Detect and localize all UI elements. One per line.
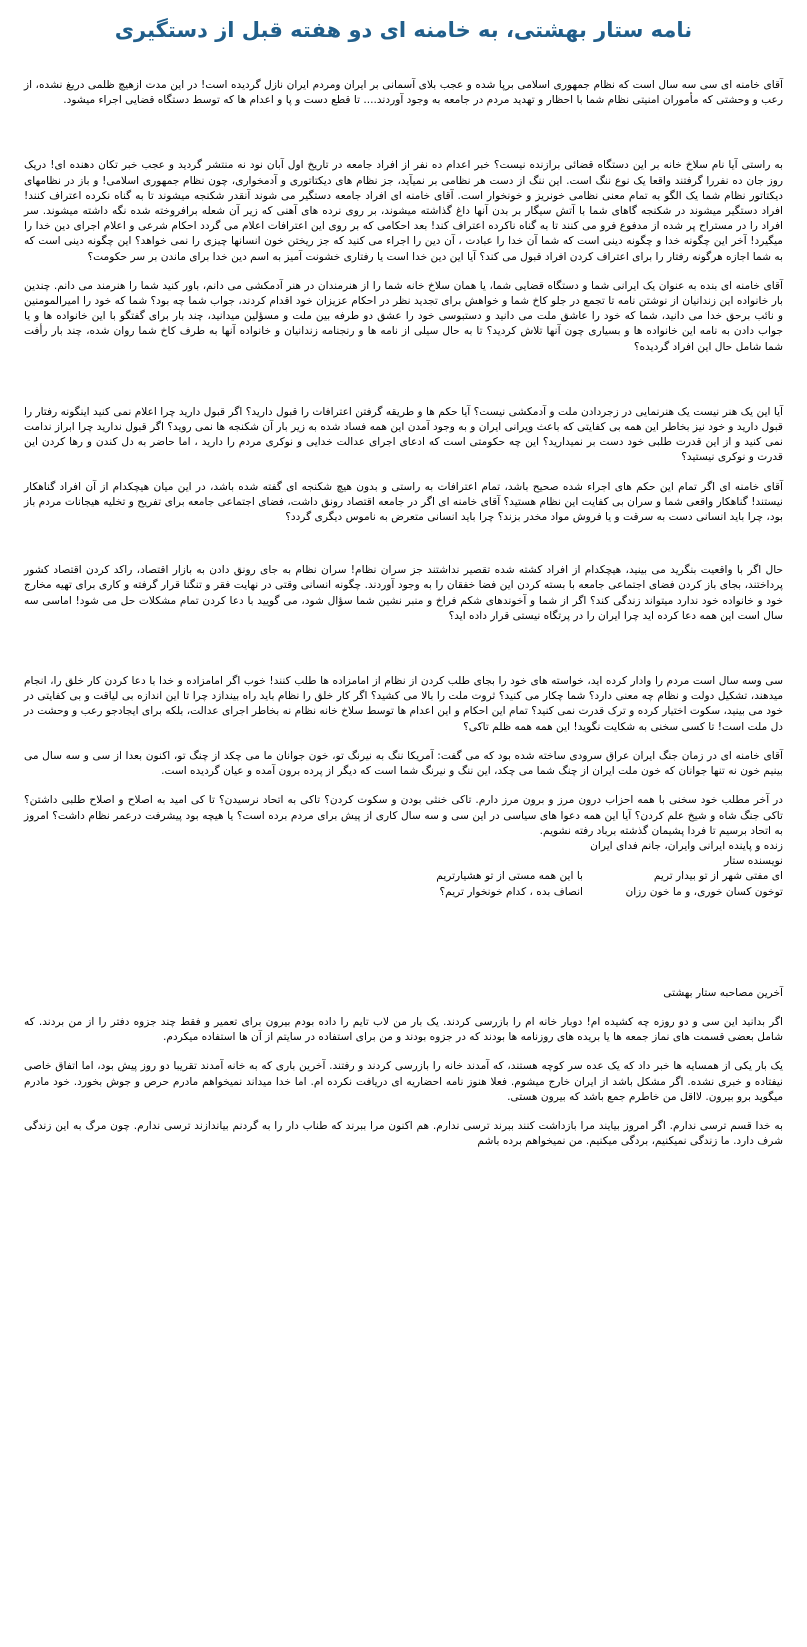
letter-paragraph-1: آقای خامنه ای سی سه سال است که نظام جمهوری اسلامی برپا شده و عجب بلای آسمانی بر ایران ومردم ایران نازل گردیده است! در این مدت ازهیچ ظلمی دریغ نشده، از رعب و وحشتی که مأموران امنیتی نظام شما با احظار و تهدید مردم در جامعه به وجود آوردند.... تا قطع دست و پا و اعدام ها که توسط دستگاه قضایی اجراء میشود. bbox=[24, 79, 783, 107]
interview-paragraph-3: به خدا قسم ترسی ندارم. اگر امروز بیایند مرا بازداشت کنند ببرند ترسی ندارم. هم اکنون مرا ببرند که طناب دار را به گردنم بیاندازند ترسی ندارم. چون مرگ به این زندگی شرف دارد. ما زندگی نمیکنیم، بردگی میکنیم. من نمیخواهم برده باشم bbox=[24, 1119, 783, 1148]
spacer bbox=[24, 900, 783, 986]
spacer bbox=[24, 108, 783, 158]
poem-line: توخون کسان خوری، و ما خون رزان bbox=[625, 885, 783, 898]
author-signature: نویسنده ستار bbox=[724, 855, 783, 868]
page-title: نامه ستار بهشتی، به خامنه ای دو هفته قبل از دستگیری bbox=[114, 18, 693, 42]
spacer bbox=[24, 355, 783, 405]
letter-paragraph-5: آقای خامنه ای اگر تمام این حکم های اجراء شده صحیح باشد، تمام اعترافات به راستی و بدون هیچ شکنجه ای گفته شده باشد، در این میان هیچکدام از آن افراد گناهکار نیستند! گناهکار واقعی شما و سران بی کفایت این نظام هستید؟ آقای خامنه ای اگر در جامعه اقتصاد رونق داشت، فضای اجتماعی جامعه برای تفریح و تخلیه هیجانات مردم باز بود، چرا باید انسانی دست به سرقت و یا فروش مواد مخدر بزند؟ چرا باید انسانی متعرض به ناموس دیگری گردد؟ bbox=[24, 480, 783, 524]
spacer bbox=[24, 779, 783, 793]
letter-paragraph-3: آقای خامنه ای بنده به عنوان یک ایرانی شما و دستگاه قضایی شما، یا همان سلاخ خانه شما را از هنرمندان در هنر آدمکشی می دانم، باور کنید شما را هنرمند می دانم. چندین بار خانواده این زندانیان از نوشتن نامه تا تجمع در جلو کاخ شما و خواهش برای تجدید نظر در احکام عزیزان خود اقدام کردند، جواب شما چه بود؟ شما که خود را امیرالمومنین و نائب برحق خدا می دانید، شما که خود را عاشق ملت می دانید و دستبوسی خود را عشق دو طرفه بین ملت و مسؤلین میدانید، چند بار برای گفتگو با این خانواده ها و یا جواب دادن به نامه این خانواده ها و بسیاری چون آنها تلاش کردید؟ تا به حال سیلی از نامه ها و رنجنامه زندانیان و خانواده آنها به طرف کاخ شما روان شده، چند بار رأفت شما شامل حال این افراد گردیده؟ bbox=[24, 279, 783, 353]
interview-paragraph-2: یک بار یکی از همسایه ها خبر داد که یک عده سر کوچه هستند، که آمدند خانه را بازرسی کردند و رفتند. آخرین باری که به خانه آمدند تقریبا دو روز پیش بود، اما اتفاق خاصی نیفتاده و خبری نشده. اگر مشکل باشد از ایران خارج میشوم. فعلا هنوز نامه احضاریه ای دریافت نکرده ام. اما خدا میداند نمیخواهم مادرم حرص و جوش بخورد. خود مادرم میگوید برو بیرون. لااقل من خاطرم جمع باشد که بیرون هستی. bbox=[24, 1060, 783, 1103]
spacer bbox=[24, 1045, 783, 1059]
spacer bbox=[24, 265, 783, 279]
letter-paragraph-2: به راستی آیا نام سلاخ خانه بر این دستگاه قضائی برازنده نیست؟ خبر اعدام ده نفر از افراد جامعه در تاریخ اول آبان نود نه منتشر گردید و عجب خبر تکان دهنده ای! دریک روز جان ده نفررا گرفتند واقعا یک نوع ننگ است. این ننگ از دست هر نظامی بر نمیآید، جز نظام های دیکتاتوری و آدمخواری، چون نظام جمهوری اسلامی! و باز در نظامهای دیکتاتور نظام شما یک الگو به تمام معنی نظامی خونریز و خونخوار است. آقای خامنه ای افراد جامعه دستگیر می شوند آنقدر شکنجه میشوند تا به گناه نکرده اعتراف کنند! افراد دستگیر میشوند در شکنجه گاهای شما با آتش سیگار بر بدن آنها داغ گذاشته میشوند، بر روی نرده های آهنی که زیر آن شعله برافروخته شده نگه داشته میشوند. سر افراد را در مستراح پر شده از مدفوع فرو می کنند تا به گناه ناکرده اعتراف کند! بعد احکامی که بر روی این اعترافات اعلام می گردد احکام شرعی و اعلام اجرای دین خدا را میگیرد! آخر این چگونه خدا و چگونه دینی است که شما آن خدا را عبادت ، آن دین را اجراء می کنید که جز ریختن خون انسانها چیزی را نمی خواهد؟ این چگونه دینی است که به شما اجازه هرگونه رفتار را برای اعتراف کردن افراد قبول می کند؟ آیا این دین خدا است یا رفتاری خشونت آمیز به اسم دین خدا برای ماندن بر سر حکومت؟ bbox=[24, 159, 783, 263]
spacer bbox=[24, 466, 783, 480]
spacer bbox=[24, 735, 783, 749]
poem-row-1 bbox=[24, 869, 783, 884]
closing-line: زنده و پاینده ایرانی وایران، جانم فدای ایران bbox=[590, 839, 783, 852]
letter-paragraph-4: آیا این یک هنر نیست یک هنرنمایی در زجردادن ملت و آدمکشی نیست؟ آیا حکم ها و طریقه گرفتن اعترافات را قبول دارید؟ اگر قبول دارید چرا اعلام نمی کنید اینگونه رفتار را قبول دارید و خود نیز بخاطر این همه بی کفایتی که باعث ویرانی ایران و به وجود آمدن این همه فساد شده به زیر بار آن شکنجه ها نمی روید؟ اگر قبول ندارید چرا ابراز ندامت نمی کنید و از این قدرت طلبی خود دست بر نمیدارید؟ این چه حکومتی است که ادعای اجرای عدالت خدایی و نوکری مردم را دارید ، اما حاضر به دل کندن و رها کردن این قدرت و نوکری نیستید؟ bbox=[24, 405, 783, 464]
spacer bbox=[24, 624, 783, 674]
poem-row-2 bbox=[24, 885, 783, 900]
spacer bbox=[24, 1001, 783, 1015]
letter-paragraph-7: سی وسه سال است مردم را وادار کرده اید، خواسته های خود را بجای طلب کردن از نظام از امامزاده ها طلب کنند! خوب اگر امامزاده و خدا با دعا کردن کار خلق را، انجام میدهند، تشکیل دولت و نظام چه معنی دارد؟ شما چکار می کنید؟ ثروت ملت را بالا می کشید؟ اگر کار خلق را نظام باید راه بیندازد چرا تا این اندازه بی لیاقت و بی کفایتی در خود می بینید، سکوت اختیار کرده و ترک قدرت نمی کنید؟ تمام این احکام و این اعدام ها توسط سلاخ خانه نظام نه بخاطر اجرای عدالت، بلکه برای ایجادجو رعب و وحشت در دل ملت است! تا کسی سخنی به شکایت نگوید! این همه همه ظلم تاکی؟ bbox=[24, 675, 783, 733]
poem-line: با این همه مستی از تو هشیارتریم bbox=[436, 870, 583, 883]
letter-paragraph-6: حال اگر با واقعیت بنگرید می بینید، هیچکدام از افراد کشته شده تقصیر نداشتند جز سران نظام! سران نظام به جای رونق دادن به بازار اقتصاد، راکد کردن اقتصاد کشور پرداختند، بجای باز کردن فضای اجتماعی جامعه با بسته کردن این فضا خفقان را به وجود آوردند. چگونه انسانی وقتی در نهایت فقر و تنگنا قرار گرفته و کاری برای تهیه مخارج خود و خانواده خود ندارد میتواند زندگی کند؟ اگر از شما و آخوندهای شکم فراخ و منبر نشین شما سؤال شود، می گویید با دعا کردن تمام مشکلات حل می شود! اماسی سه سال است این همه دعا کرده اید چرا ایران را در پرتگاه نیستی قرار داده اید؟ bbox=[24, 564, 783, 622]
spacer bbox=[24, 525, 783, 563]
letter-paragraph-9: در آخر مطلب خود سخنی با همه احزاب درون مرز و برون مرز دارم. تاکی خنثی بودن و سکوت کردن؟ تاکی به اتحاد نرسیدن؟ تا کی امید به اصلاح و اصلاح طلبی داشتن؟ تاکی جنگ شاه و شیخ علم کردن؟ آیا این همه دعوا های سیاسی در این سی و سه سال کاری از پیش برای مردم برده است؟ یا هیچه بود پیشرفت درعمر نظام داشت؟ امروز به اتحاد برسیم تا فردا پشیمان گذشته برباد رفته نشویم. bbox=[24, 794, 783, 837]
spacer bbox=[24, 1105, 783, 1119]
poem-line: ای مفتی شهر از تو بیدار تریم bbox=[653, 870, 783, 883]
interview-heading: آخرین مصاحبه ستار بهشتی bbox=[663, 986, 783, 999]
interview-paragraph-1: اگر بدانید این سی و دو روزه چه کشیده ام! دوبار خانه ام را بازرسی کردند. یک بار من لاب تایم را داده بودم بیرون برای تعمیر و فقط چند جزوه دفتر را از من بردند. که شامل بعضی قسمت های نماز جمعه ها یا بریده های روزنامه ها بودند که در جزوه بودند و من برای استفاده در سایتم از آن ها استفاده میکردم. bbox=[24, 1015, 783, 1044]
letter-paragraph-8: آقای خامنه ای در زمان جنگ ایران عراق سرودی ساخته شده بود که می گفت: آمریکا ننگ به نیرنگ تو، خون جوانان ما می چکد از چنگ تو، اکنون بعدا از سی و سه سال می بینیم خون نه تنها جوانان که خون ملت ایران از چنگ شما می چکد، این ننگ و نیرنگ شما است که دیگر از پرده برون آمده و عیان گردیده است. bbox=[24, 749, 783, 778]
poem-line: انصاف بده ، کدام خونخوار تریم؟ bbox=[439, 885, 583, 898]
